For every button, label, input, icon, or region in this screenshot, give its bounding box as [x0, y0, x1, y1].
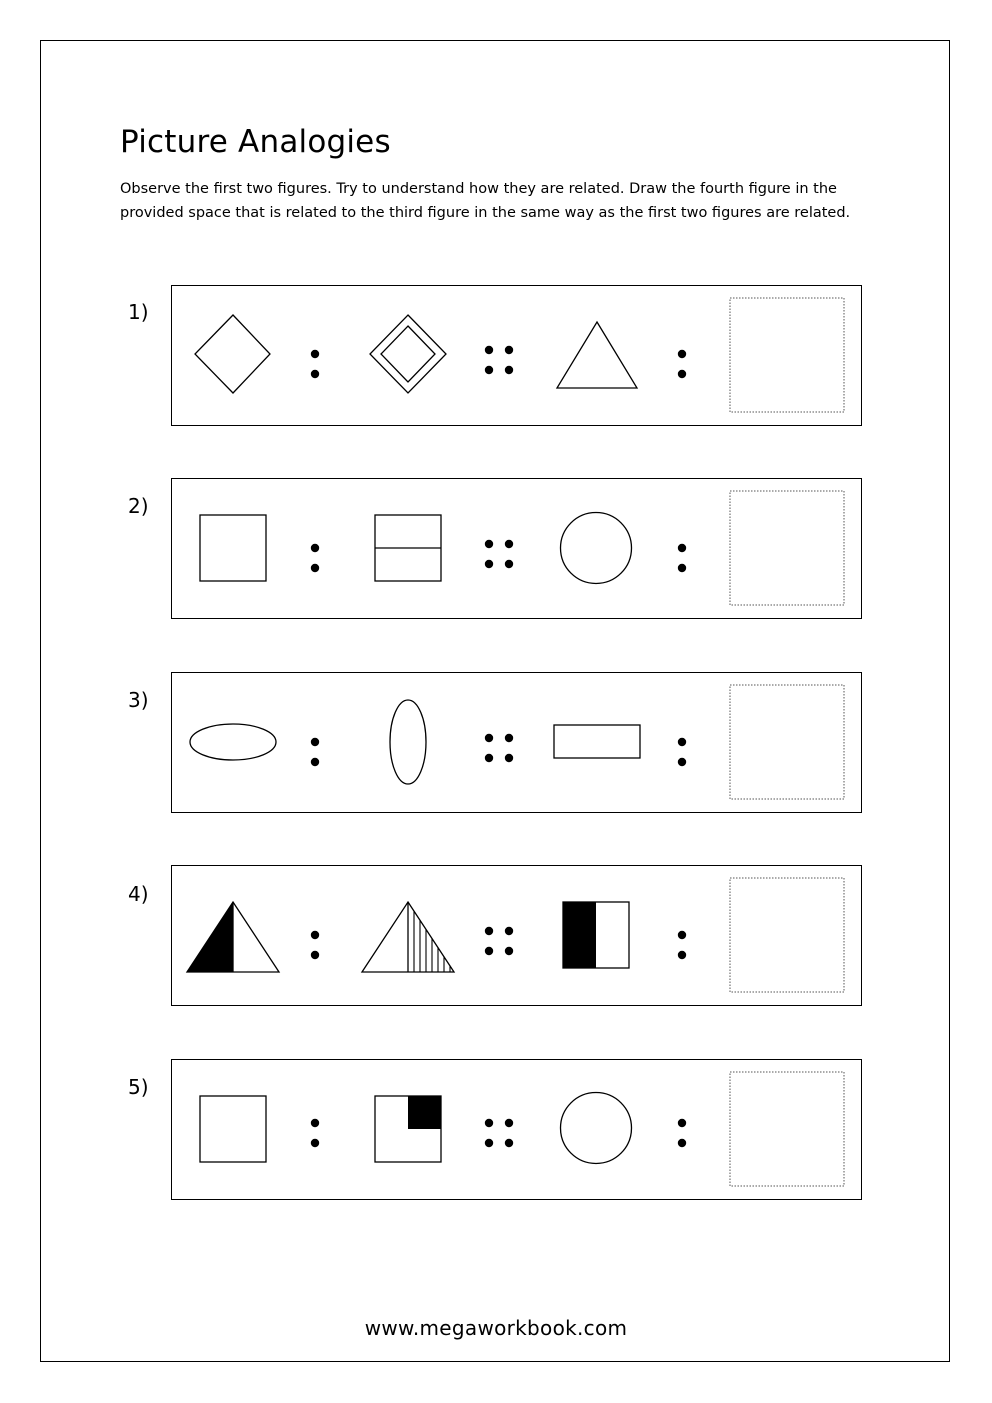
question-5-box — [171, 1059, 862, 1200]
proportion-dot — [505, 734, 513, 742]
proportion-dot — [485, 1139, 493, 1147]
square-figure — [200, 1096, 266, 1162]
proportion-dot — [485, 346, 493, 354]
question-3-figures — [172, 673, 863, 814]
colon-dot — [678, 370, 686, 378]
answer-box — [730, 685, 844, 799]
colon-dot — [311, 1119, 319, 1127]
proportion-dot — [505, 927, 513, 935]
circle-figure — [561, 1093, 632, 1164]
colon-dot — [678, 758, 686, 766]
proportion-dot — [485, 754, 493, 762]
vertical-ellipse-figure — [390, 700, 426, 784]
answer-box — [730, 298, 844, 412]
circle-figure — [561, 513, 632, 584]
diamond-figure — [195, 315, 270, 393]
question-4-box — [171, 865, 862, 1006]
proportion-dot — [505, 346, 513, 354]
colon-dot — [678, 564, 686, 572]
colon-dot — [311, 758, 319, 766]
colon-dot — [311, 370, 319, 378]
page-title: Picture Analogies — [120, 124, 391, 160]
colon-dot — [678, 1139, 686, 1147]
proportion-dot — [485, 947, 493, 955]
proportion-dot — [485, 734, 493, 742]
proportion-dot — [505, 1119, 513, 1127]
square-figure — [200, 515, 266, 581]
colon-dot — [311, 544, 319, 552]
colon-dot — [311, 951, 319, 959]
proportion-dot — [485, 540, 493, 548]
triangle-figure — [557, 322, 637, 388]
colon-dot — [678, 951, 686, 959]
proportion-dot — [505, 1139, 513, 1147]
question-number-4: 4) — [128, 882, 149, 906]
colon-dot — [678, 931, 686, 939]
question-1-box — [171, 285, 862, 426]
proportion-dot — [505, 366, 513, 374]
instructions: Observe the first two figures. Try to understand how they are related. Draw the fourth figure in the provided space that is related to the third figure in the same way as the first two figures are related. — [120, 181, 851, 221]
colon-dot — [311, 350, 319, 358]
answer-box — [730, 878, 844, 992]
colon-dot — [311, 738, 319, 746]
horizontal-ellipse-figure — [190, 724, 276, 760]
proportion-dot — [505, 560, 513, 568]
colon-dot — [311, 1139, 319, 1147]
colon-dot — [678, 738, 686, 746]
proportion-dot — [505, 540, 513, 548]
colon-dot — [311, 931, 319, 939]
footer-url: www.megaworkbook.com — [364, 1316, 628, 1340]
square-black-half — [563, 902, 596, 968]
proportion-dot — [505, 947, 513, 955]
proportion-dot — [485, 366, 493, 374]
answer-box — [730, 491, 844, 605]
colon-dot — [678, 350, 686, 358]
proportion-dot — [485, 1119, 493, 1127]
horizontal-rectangle-figure — [554, 725, 640, 758]
answer-box — [730, 1072, 844, 1186]
colon-dot — [311, 564, 319, 572]
proportion-dot — [485, 927, 493, 935]
proportion-dot — [485, 560, 493, 568]
question-number-1: 1) — [128, 300, 149, 324]
question-4-figures — [172, 866, 863, 1007]
question-number-5: 5) — [128, 1075, 149, 1099]
colon-dot — [678, 544, 686, 552]
question-5-figures — [172, 1060, 863, 1201]
colon-dot — [678, 1119, 686, 1127]
proportion-dot — [505, 754, 513, 762]
question-number-2: 2) — [128, 494, 149, 518]
question-2-figures — [172, 479, 863, 620]
question-1-figures — [172, 286, 863, 427]
question-number-3: 3) — [128, 688, 149, 712]
question-3-box — [171, 672, 862, 813]
black-corner — [408, 1096, 441, 1129]
question-2-box — [171, 478, 862, 619]
